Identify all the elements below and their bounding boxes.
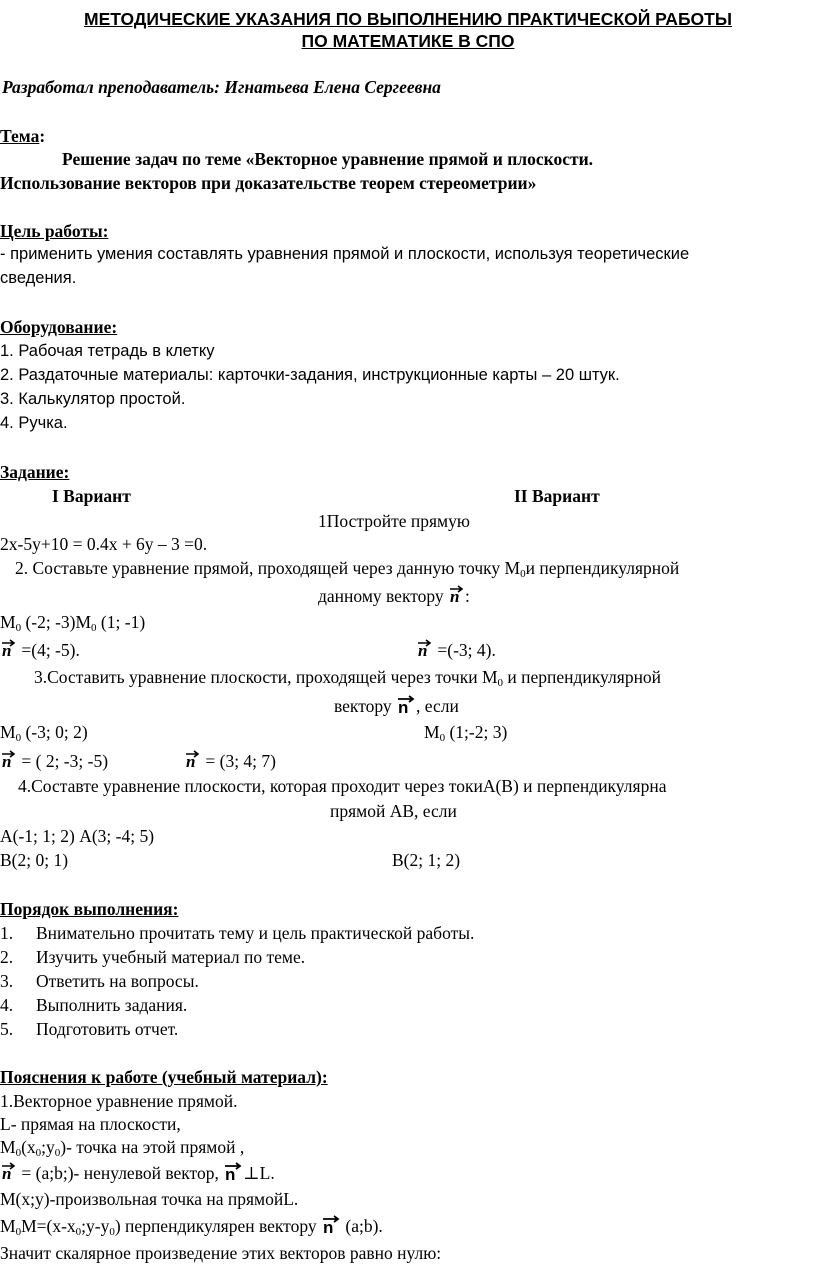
variant-1-heading: І Вариант [52, 486, 131, 506]
task-4-point-b2: В(2; 1; 2) [392, 850, 461, 870]
explanation-line: 1.Векторное уравнение прямой. [0, 1091, 238, 1111]
task-1: 1Постройте прямую [318, 511, 470, 531]
explanation-line: $М_0(x_0;y_0)-$ точка на этой прямой , [0, 1137, 245, 1159]
vector-n-bold-icon [396, 695, 416, 715]
vector-n-bold-icon [321, 1215, 341, 1235]
vector-n-icon [0, 639, 17, 658]
vector-n-icon [0, 1162, 17, 1181]
task-4-line1: 4.Составте уравнение плоскости, которая проходит через токиА(В) и перпендикулярна [18, 776, 667, 796]
task-3-vector-2: n = (3; 4; 7) [186, 751, 276, 771]
task-3-line1: 3.Составить уравнение плоскости, проходящей через точки $М_0$ и перпендикулярной [34, 667, 662, 689]
procedure-item: 2. Изучить учебный материал по теме. [0, 947, 306, 967]
vector-n-icon [0, 750, 17, 769]
equipment-label: Оборудование: [0, 317, 118, 337]
equipment-item: 4. Ручка. [0, 414, 68, 432]
explanation-line: Значит скалярное произведение этих векторов равно нулю: [0, 1243, 442, 1263]
svg-text:n: n [2, 1164, 12, 1181]
procedure-item: 4. Выполнить задания. [0, 995, 188, 1015]
variant-2-heading: ІІ Вариант [514, 486, 600, 506]
explanation-line: М(x;y)-произвольная точка на прямойL. [0, 1189, 299, 1209]
task-4-line2: прямой АВ, если [330, 801, 457, 821]
page-title-line1: МЕТОДИЧЕСКИЕ УКАЗАНИЯ ПО ВЫПОЛНЕНИЮ ПРАКТИЧЕСКОЙ РАБОТЫ [84, 9, 732, 29]
explanation-line: n = (a;b;)- ненулевой вектор, n ⊥L. [2, 1163, 275, 1183]
task-2-vector-2: n =(-3; 4). [418, 640, 496, 660]
vector-n-icon [184, 750, 201, 769]
task-4-points-a: А(-1; 1; 2) А(3; -4; 5) [0, 826, 155, 846]
page-title-line2: ПО МАТЕМАТИКЕ В СПО [301, 31, 515, 51]
procedure-item: 3. Ответить на вопросы. [0, 971, 199, 991]
task-2-line1: 2. Составьте уравнение прямой, проходящей через данную точку $М_0и$ перпендикулярной [15, 558, 680, 580]
explanation-label: Пояснения к работе (учебный материал): [0, 1067, 328, 1087]
task-3-point-2: $М_0$ (1;-2; 3) [424, 722, 508, 744]
author: Разработал преподаватель: Игнатьева Елена Сергеевна [2, 77, 441, 97]
svg-text:n: n [2, 641, 12, 658]
procedure-label: Порядок выполнения: [0, 899, 179, 919]
task-3-point-1: $М_0$ (-3; 0; 2) [0, 722, 88, 744]
procedure-item: 1. Внимательно прочитать тему и цель практической работы. [0, 923, 475, 943]
task-4-point-b1: В(2; 0; 1) [0, 850, 69, 870]
task-1-equation: 2x-5y+10 = 0.4x + 6y – 3 =0. [0, 534, 208, 554]
vector-n-icon [416, 639, 433, 658]
svg-text:n: n [323, 1218, 334, 1235]
task-3-vector-1: n = ( 2; -3; -5) [2, 751, 109, 771]
explanation-line: L- прямая на плоскости, [0, 1114, 181, 1134]
vector-n-icon [448, 585, 465, 604]
topic-line1: Решение задач по теме «Векторное уравнение прямой и плоскости. [62, 149, 594, 169]
vector-n-bold-icon [223, 1162, 243, 1182]
equipment-item: 3. Калькулятор простой. [0, 390, 186, 408]
task-3-line2: вектору n , если [334, 696, 459, 716]
svg-text:n: n [186, 752, 196, 769]
topic-label: Тема: [0, 126, 46, 146]
svg-text:n: n [450, 587, 460, 604]
goal-line2: сведения. [0, 269, 77, 287]
topic-line2: Использование векторов при доказательстве теорем стереометрии» [0, 173, 537, 193]
task-2-vector-1: n =(4; -5). [2, 640, 80, 660]
svg-text:n: n [398, 698, 409, 715]
equipment-item: 1. Рабочая тетрадь в клетку [0, 342, 215, 360]
goal-label: Цель работы: [0, 221, 109, 241]
task-2-line2: данному вектору n : [318, 586, 470, 606]
task-2-points: $М_0$ (-2; $-3)М_0$ (1; -1) [0, 612, 146, 634]
equipment-item: 2. Раздаточные материалы: карточки-задания, инструкционные карты – 20 штук. [0, 366, 620, 384]
svg-text:n: n [2, 752, 12, 769]
explanation-line: $М_0М=(x-x_0;y-y_0)$ перпендикулярен вектору n (a;b). [0, 1216, 383, 1238]
goal-line1: - применить умения составлять уравнения прямой и плоскости, используя теоретические [0, 245, 690, 263]
procedure-item: 5. Подготовить отчет. [0, 1019, 179, 1039]
svg-text:n: n [418, 641, 428, 658]
svg-text:n: n [225, 1165, 236, 1182]
task-label: Задание: [0, 462, 70, 482]
